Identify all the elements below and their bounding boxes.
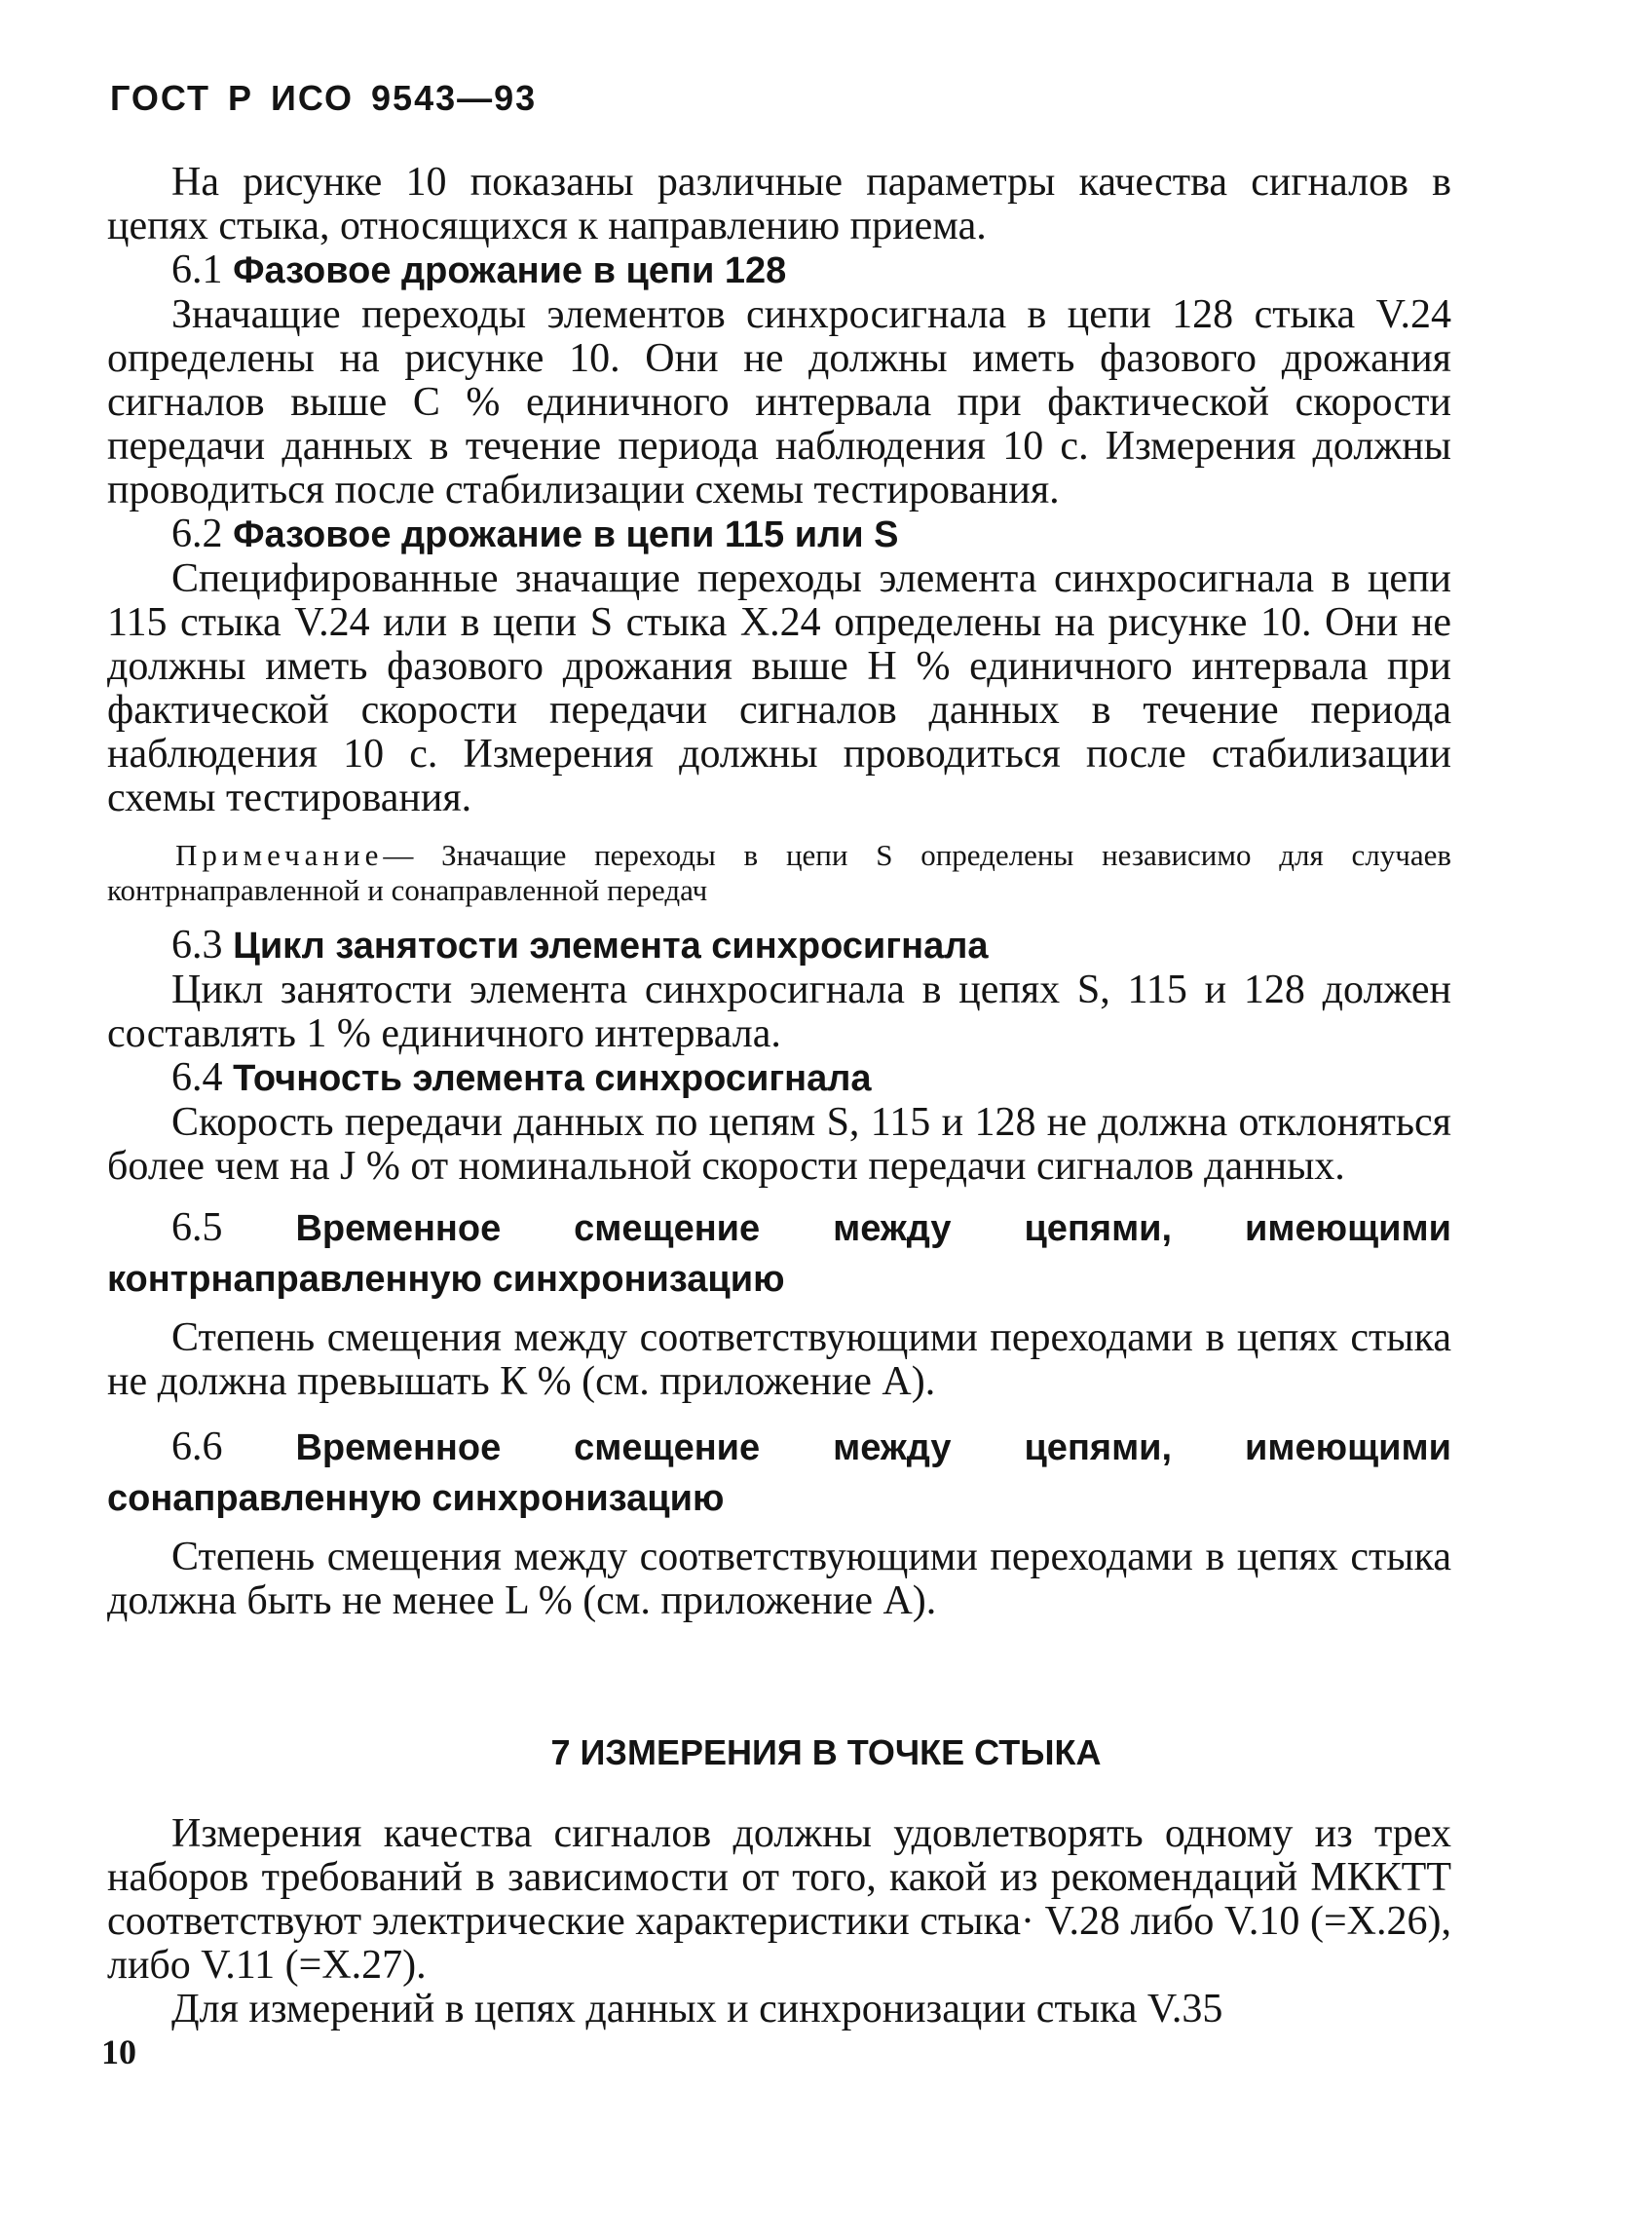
section-7-title: 7 ИЗМЕРЕНИЯ В ТОЧКЕ СТЫКА [550,1732,1102,1772]
heading-6-1 [107,248,1451,293]
heading-6-6-title: Временное смещение между цепями, имеющими сонаправленную синхронизацию [107,1427,1451,1519]
section-7-paragraph-2: Для измерений в цепях данных и синхронизации стыка V.35 [171,1987,1223,2031]
heading-6-4-title: Точность элемента синхросигнала [233,1058,872,1099]
note-text: — Значащие переходы в цепи S определены независимо для случаев контрнаправленной и сонаправленной передач [107,838,1451,907]
section-7-paragraph-1: Измерения качества сигналов должны удовлетворять одному из трех наборов требований в зависимости от того, какой из рекомендаций МККТТ соответствуют электрические характеристики стыка· V.28 либо V.10 (=X.26), либо V.11 (=X.27). [107,1811,1451,1988]
document-header: ГОСТ Р ИСО 9543—93 [110,78,538,118]
body-lower [107,1812,1451,2031]
heading-6-5-title: Временное смещение между цепями, имеющими контрнаправленную синхронизацию [107,1208,1451,1300]
intro-paragraph: На рисунке 10 показаны различные параметры качества сигналов в цепях стыка, относящихся к направлению приема. [107,160,1451,248]
note-paragraph [107,838,1451,908]
paragraph-6-3: Цикл занятости элемента синхросигнала в цепях S, 115 и 128 должен составлять 1 % единичного интервала. [107,968,1451,1056]
page-number: 10 [101,2032,136,2071]
heading-6-3-title: Цикл занятости элемента синхросигнала [233,926,989,967]
note-label: Примечание [175,838,384,872]
heading-6-1-title: Фазовое дрожание в цепи 128 [233,250,787,291]
paragraph-6-6: Степень смещения между соответствующими переходами в цепях стыка должна быть не менее L % (см. приложение А). [107,1535,1451,1623]
heading-6-3 [107,924,1451,968]
paragraph-6-1: Значащие переходы элементов синхросигнала в цепи 128 стыка V.24 определены на рисунке 10. Они не должны иметь фазового дрожания сигналов выше С % единичного интервала при фактической скорости передачи данных в течение периода наблюдения 10 с. Измерения должны проводиться после стабилизации схемы тестирования. [107,292,1451,513]
heading-6-2-title: Фазовое дрожание в цепи 115 или S [233,514,899,555]
heading-6-2 [107,513,1451,557]
heading-6-3-number: 6.3 [171,923,223,968]
heading-6-2-number: 6.2 [171,512,223,556]
heading-6-1-number: 6.1 [171,247,223,292]
body-upper [107,161,1451,1623]
heading-6-6-number: 6.6 [171,1424,223,1469]
paragraph-6-4: Скорость передачи данных по цепям S, 115 и 128 не должна отклоняться более чем на J % от номинальной скорости передачи сигналов данных. [107,1100,1451,1189]
heading-6-4 [107,1056,1451,1101]
heading-6-5 [107,1202,1451,1305]
heading-6-4-number: 6.4 [171,1055,223,1100]
heading-6-5-number: 6.5 [171,1205,223,1250]
paragraph-6-5: Степень смещения между соответствующими переходами в цепях стыка не должна превышать К % (см. приложение А). [107,1315,1451,1404]
heading-6-6 [107,1422,1451,1524]
paragraph-6-2: Специфированные значащие переходы элемента синхросигнала в цепи 115 стыка V.24 или в цепи S стыка X.24 определены на рисунке 10. Они не должны иметь фазового дрожания выше Н % единичного интервала при фактической скорости передачи сигналов данных в течение периода наблюдения 10 с. Измерения должны проводиться после стабилизации схемы тестирования. [107,556,1451,820]
